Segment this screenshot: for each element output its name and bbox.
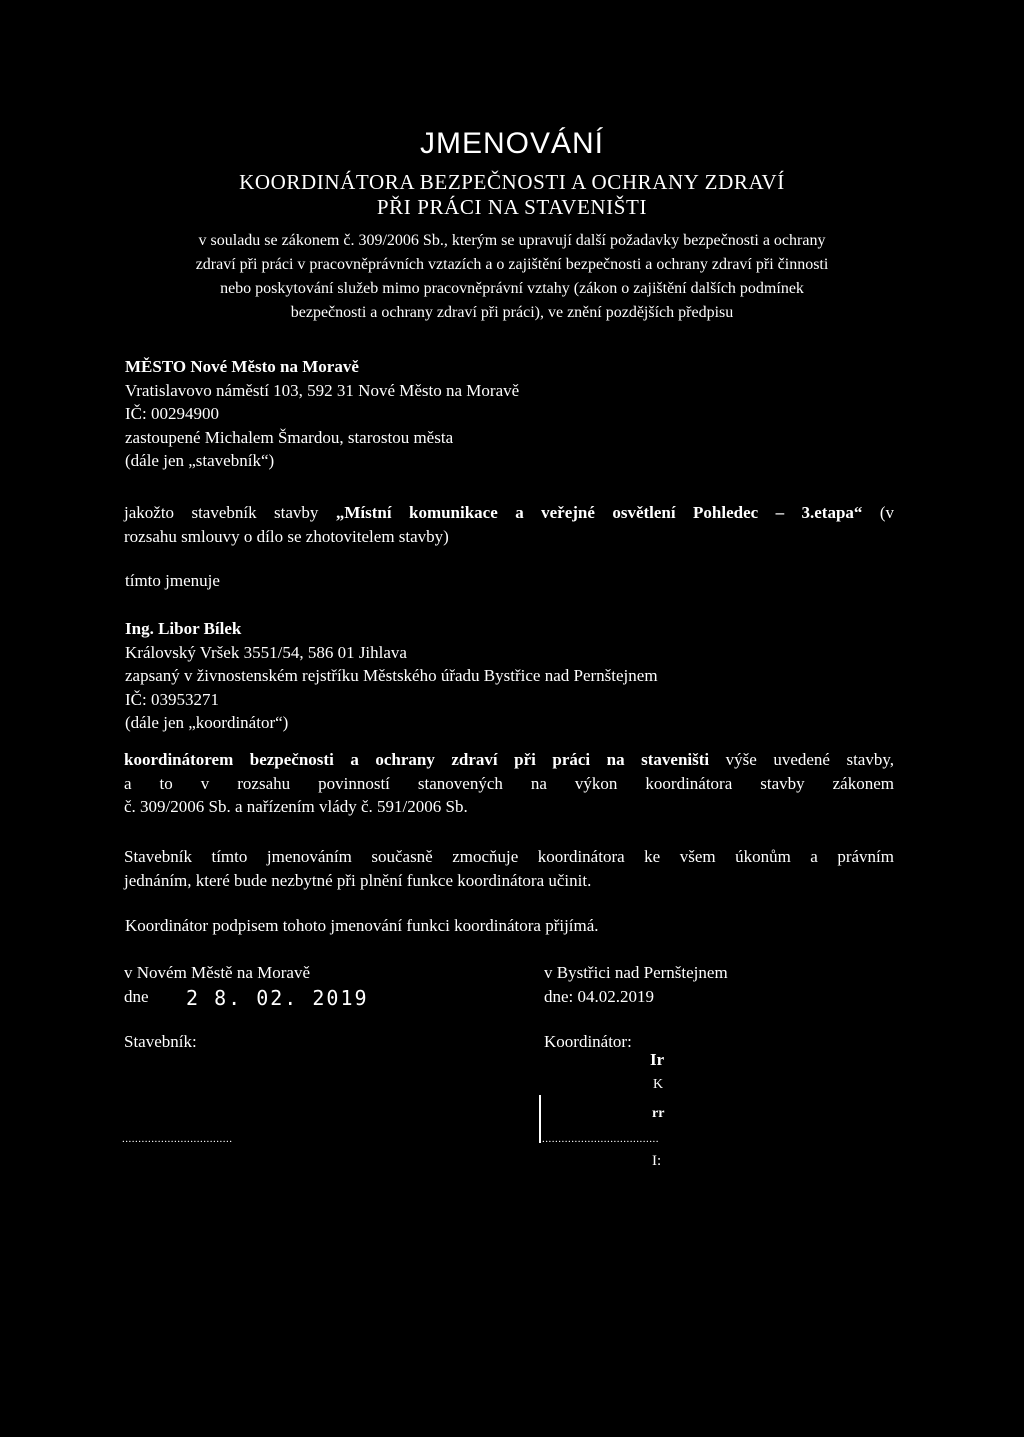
project-suffix: (v	[879, 503, 895, 522]
right-role: Koordinátor:	[544, 1032, 632, 1051]
builder-representative: zastoupené Michalem Šmardou, starostou města	[125, 427, 454, 447]
role-line-2: a to v rozsahu povinností stanovených na výkon koordinátora stavby zákonem	[124, 773, 894, 793]
intro-line: zdraví při práci v pracovněprávních vztazích a o zajištění bezpečnosti a ochrany zdraví při činnosti	[195, 256, 829, 273]
stamp-fragment: Ir	[650, 1050, 665, 1069]
appoints-text: tímto jmenuje	[125, 571, 220, 590]
stamp-fragment: rr	[652, 1106, 665, 1121]
coordinator-alias: (dále jen „koordinátor“)	[125, 713, 289, 732]
signature-stroke	[539, 1095, 541, 1143]
project-name: „Místní komunikace a veřejné osvětlení Pohledec – 3.etapa“	[335, 503, 863, 522]
coordinator-block	[125, 617, 658, 735]
coordinator-ic: IČ: 03953271	[125, 689, 219, 709]
right-date: dne: 04.02.2019	[544, 987, 655, 1006]
right-place: v Bystřici nad Pernštejnem	[544, 963, 728, 982]
role-bold: koordinátorem bezpečnosti a ochrany zdraví při práci na staveništi	[124, 750, 710, 769]
coordinator-register: zapsaný v živnostenském rejstříku Městského úřadu Bystřice nad Pernštejnem	[125, 666, 658, 685]
mandate-paragraph	[124, 845, 894, 892]
role-line-3: č. 309/2006 Sb. a nařízením vlády č. 591/2006 Sb.	[124, 797, 468, 816]
mandate-line-1: Stavebník tímto jmenováním současně zmocňuje koordinátora ke všem úkonům a právním	[124, 847, 894, 866]
right-signature-line: ....................................	[542, 1133, 659, 1145]
project-line-1	[124, 501, 894, 525]
legal-basis-paragraph	[120, 229, 904, 325]
builder-alias: (dále jen „stavebník“)	[125, 451, 275, 470]
mandate-line-2: jednáním, které bude nezbytné při plnění funkce koordinátora učinit.	[124, 870, 592, 890]
left-place: v Novém Městě na Moravě	[124, 963, 311, 982]
role-paragraph	[124, 748, 894, 819]
project-line-2: rozsahu smlouvy o dílo se zhotovitelem stavby)	[124, 526, 449, 546]
stamp-fragment: I:	[652, 1153, 662, 1169]
builder-block	[125, 355, 519, 473]
left-date-stamp: 2 8. 02. 2019	[186, 986, 369, 1010]
document-subtitle-line-1: KOORDINÁTORA BEZPEČNOSTI A OCHRANY ZDRAVÍ	[239, 170, 785, 194]
left-role: Stavebník:	[124, 1032, 197, 1051]
left-date-label: dne	[124, 987, 149, 1006]
document-title: JMENOVÁNÍ	[419, 127, 605, 160]
acceptance-text: Koordinátor podpisem tohoto jmenování funkci koordinátora přijímá.	[125, 916, 599, 935]
stamp-fragment: K	[653, 1077, 664, 1092]
role-line-1	[124, 748, 894, 772]
builder-name: MĚSTO Nové Město na Moravě	[125, 357, 359, 376]
project-paragraph	[124, 501, 894, 548]
document-subtitle-line-2: PŘI PRÁCI NA STAVENIŠTI	[376, 195, 648, 219]
builder-address: Vratislavovo náměstí 103, 592 31 Nové Město na Moravě	[125, 380, 520, 400]
builder-ic: IČ: 00294900	[125, 404, 219, 423]
left-signature-line: ..................................	[122, 1133, 233, 1145]
coordinator-name: Ing. Libor Bílek	[125, 619, 242, 638]
intro-line: nebo poskytování služeb mimo pracovněprávní vztahy (zákon o zajištění dalších podmínek	[220, 280, 804, 297]
intro-line: v souladu se zákonem č. 309/2006 Sb., kterým se upravují další požadavky bezpečnosti a ochrany	[198, 232, 826, 249]
coordinator-address: Královský Vršek 3551/54, 586 01 Jihlava	[125, 642, 407, 662]
intro-line: bezpečnosti a ochrany zdraví při práci), ve znění pozdějších předpisu	[290, 304, 734, 321]
project-prefix: jakožto stavebník stavby	[124, 503, 319, 522]
role-rest: výše uvedené stavby,	[725, 750, 894, 769]
